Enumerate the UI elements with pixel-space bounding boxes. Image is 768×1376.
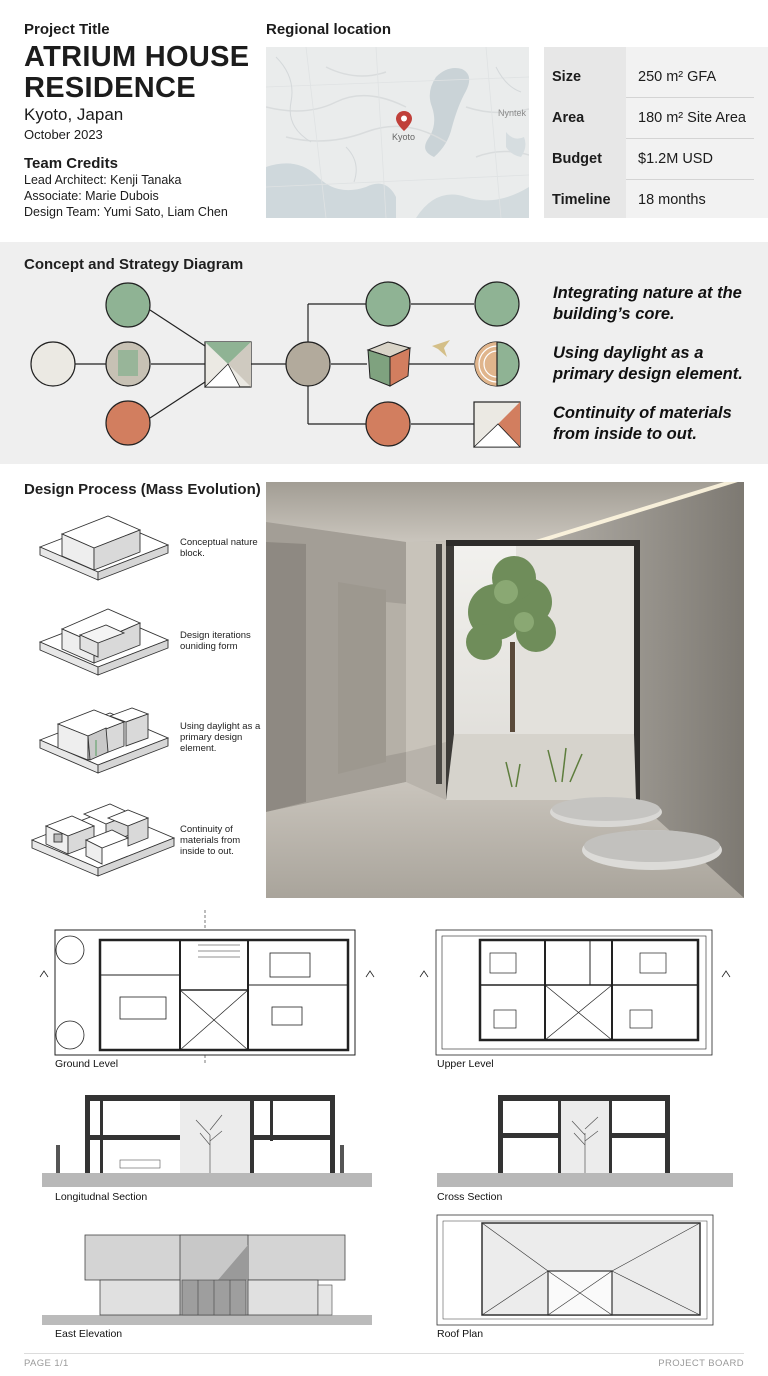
stats-row: [544, 57, 768, 98]
drawing-caption: Cross Section: [437, 1191, 503, 1203]
title-line-2: RESIDENCE: [24, 72, 196, 104]
stat-value: 180 m² Site Area: [638, 110, 746, 126]
drawing-caption: Longitudnal Section: [55, 1191, 148, 1203]
footer-divider: [24, 1353, 744, 1354]
concept-statement: Using daylight as a primary design element.: [553, 344, 743, 383]
project-location: Kyoto, Japan: [24, 105, 124, 124]
board-label: PROJECT BOARD: [658, 1358, 744, 1369]
concept-heading: Concept and Strategy Diagram: [24, 256, 244, 273]
longitudinal-section: [42, 1095, 372, 1187]
team-credit: Associate: Marie Dubois: [24, 189, 159, 203]
drawing-caption: Upper Level: [437, 1058, 494, 1070]
stat-key: Budget: [552, 151, 602, 167]
concept-section: [0, 242, 768, 464]
map-edge-label: Nyntek: [498, 108, 527, 118]
stat-value: 250 m² GFA: [638, 69, 717, 85]
stats-row: [544, 180, 768, 221]
concept-node-green: [366, 282, 410, 326]
mass-step-4: [32, 804, 174, 876]
team-heading: Team Credits: [24, 155, 118, 172]
concept-statement: Integrating nature at the building’s core.: [553, 284, 742, 323]
technical-drawings: [0, 905, 768, 1345]
project-stats-table: [544, 47, 768, 218]
stats-row: [544, 139, 768, 180]
drawing-caption: Roof Plan: [437, 1328, 484, 1340]
concept-node-earth: [366, 402, 410, 446]
page-title: [24, 42, 264, 104]
concept-statement: Continuity of materials from inside to out.: [553, 404, 732, 443]
mass-step-caption: Using daylight as a primary design element.: [180, 721, 261, 754]
roof-plan: [437, 1215, 713, 1325]
mass-step-2: [40, 609, 168, 675]
stat-key: Timeline: [552, 192, 611, 208]
stat-value: $1.2M USD: [638, 151, 713, 167]
concept-arrow-icon: [432, 340, 450, 357]
concept-node-nature: [106, 283, 150, 327]
stat-value: 18 months: [638, 192, 706, 208]
page-number: PAGE 1/1: [24, 1358, 69, 1369]
map-heading: Regional location: [266, 21, 392, 38]
mass-evolution-diagrams: [28, 500, 178, 890]
concept-node-daylight: [475, 342, 519, 386]
atrium-interior-image: [266, 482, 744, 898]
drawing-caption: Ground Level: [55, 1058, 119, 1070]
mass-step-3: [40, 708, 168, 773]
stat-key: Size: [552, 69, 582, 85]
stat-key: Area: [552, 110, 585, 126]
drawing-caption: East Elevation: [55, 1328, 123, 1340]
mass-step-caption: Conceptual nature block.: [180, 537, 258, 559]
team-credit: Design Team: Yumi Sato, Liam Chen: [24, 205, 228, 219]
concept-node-canopy: [475, 282, 519, 326]
title-line-1: ATRIUM HOUSE: [24, 41, 250, 73]
team-credit: Lead Architect: Kenji Tanaka: [24, 173, 182, 187]
concept-node-cube: [368, 342, 410, 386]
concept-node-site: [31, 342, 75, 386]
regional-map[interactable]: [266, 47, 529, 218]
mass-step-1: [40, 516, 168, 580]
concept-node-continuity: [474, 402, 520, 447]
upper-level-plan: [420, 930, 730, 1055]
map-city-label: Kyoto: [392, 132, 416, 142]
project-label: Project Title: [24, 21, 110, 38]
process-heading: Design Process (Mass Evolution): [24, 481, 261, 498]
cross-section: [437, 1095, 733, 1187]
concept-node-mass: [205, 342, 251, 387]
mass-step-caption: Continuity of materials from inside to out.: [180, 824, 241, 857]
mass-step-caption: Design iterations ouniding form: [180, 630, 251, 652]
project-date: October 2023: [24, 127, 103, 142]
ground-level-plan: [40, 910, 374, 1065]
concept-diagram: [0, 242, 545, 464]
concept-node-hub: [286, 342, 330, 386]
east-elevation: [42, 1235, 372, 1325]
concept-node-material: [106, 401, 150, 445]
stats-row: [544, 98, 768, 139]
